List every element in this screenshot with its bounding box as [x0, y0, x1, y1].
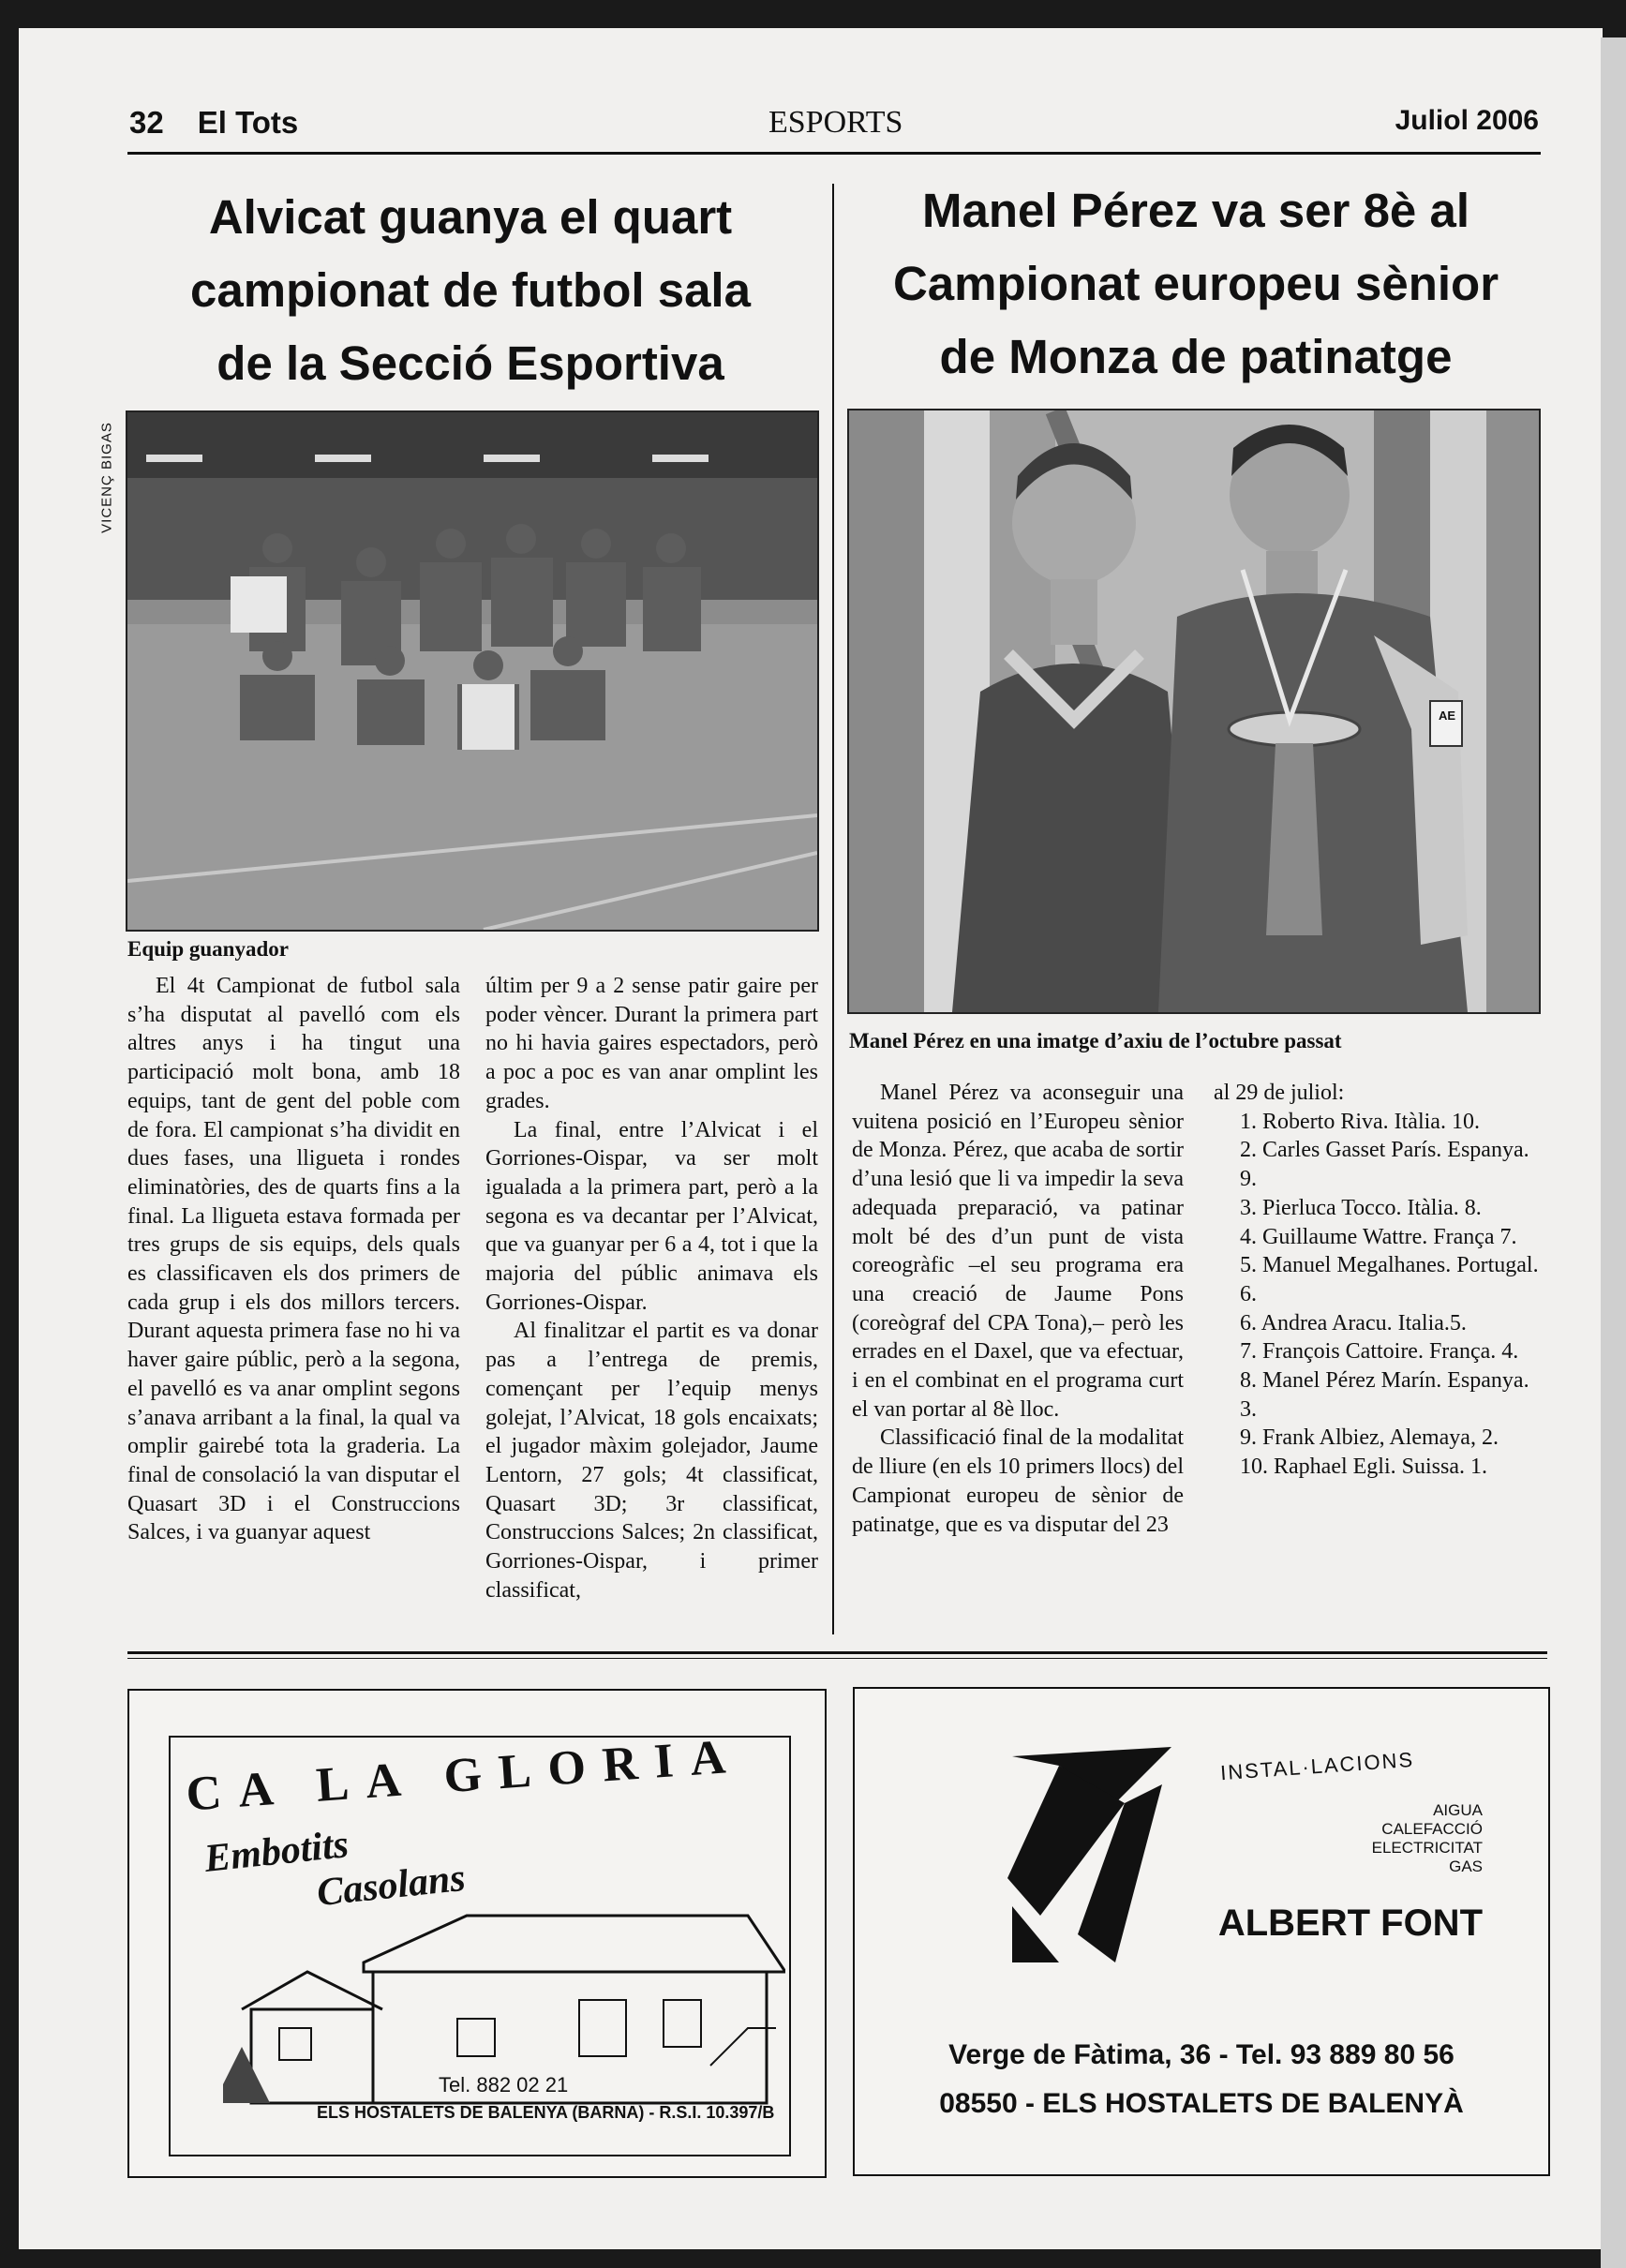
service-item: GAS — [1449, 1858, 1483, 1875]
left-photo-caption: Equip guanyador — [127, 937, 289, 961]
left-article-col2 — [485, 972, 818, 1645]
publication-name: El Tots — [197, 105, 299, 140]
page-number: 32 — [129, 105, 164, 140]
skaters-photo — [847, 409, 1541, 1014]
ads-rule-bottom — [127, 1658, 1547, 1659]
right-headline-line: Manel Pérez va ser 8è al — [921, 184, 1470, 237]
paragraph: Classificació final de la modalitat de lliure (en els 10 primers llocs) del Campionat europeu de sènior de patinatge, que es va disputar del 23 — [852, 1425, 1184, 1537]
ads-rule-top — [127, 1651, 1547, 1654]
team-photo — [126, 410, 819, 932]
issue-date: Juliol 2006 — [1395, 105, 1539, 136]
ad-phone: Tel. 882 02 21 — [439, 2073, 569, 2096]
service-item: AIGUA — [1433, 1801, 1483, 1819]
left-article-col1 — [127, 972, 460, 1645]
page-edge — [1601, 37, 1626, 2268]
ad-services — [1267, 1801, 1483, 1876]
jersey-badge: AE — [1438, 709, 1456, 723]
ad-city-line: 08550 - ELS HOSTALETS DE BALENYÀ — [939, 2088, 1464, 2119]
right-headline-line: Campionat europeu sènior — [892, 257, 1499, 310]
result-item: 4. Guillaume Wattre. França 7. — [1240, 1224, 1517, 1249]
header-rule — [127, 152, 1541, 155]
result-item: 9. Frank Albiez, Alemaya, 2. — [1240, 1425, 1499, 1451]
result-item: 2. Carles Gasset París. Espanya. 9. — [1240, 1138, 1529, 1192]
paragraph: Al finalitzar el partit es va donar pas a l’entrega de premis, començant per l’equip menys golejat, l’Alvicat, 18 gols encaixats; el jugador màxim golejador, Jaume Lentorn, 27 gols; 4t classificat, Quasart 3D; 3r classificat, Construccions Salces; 2n classificat, Gorriones-Oispar, i primer classificat, — [485, 1319, 818, 1603]
result-item: 1. Roberto Riva. Itàlia. 10. — [1240, 1109, 1480, 1134]
service-item: CALEFACCIÓ — [1381, 1820, 1483, 1838]
left-headline-line: de la Secció Esportiva — [216, 336, 724, 390]
result-item: 5. Manuel Megalhanes. Portugal. 6. — [1240, 1253, 1539, 1306]
ad-shop-name: CA LA GLORIA — [184, 1729, 744, 1822]
right-headline-line: de Monza de patinatge — [939, 330, 1453, 383]
right-headline — [849, 174, 1543, 394]
left-headline-line: Alvicat guanya el quart — [208, 190, 733, 244]
result-item: 8. Manel Pérez Marín. Espanya. 3. — [1240, 1368, 1529, 1422]
paragraph: El 4t Campionat de futbol sala s’ha disputat al pavelló com els altres anys i ha tingut una participació molt bona, amb 18 equips, tant de gent del poble com de fora. El campionat s’ha dividit en dues fases, una lligueta i rondes eliminatòries, des de quarts fins a la final. La lligueta estava formada per tres grups de sis equips, dels quals es classificaven els dos primers de cada grup i els dos millors tercers. Durant aquesta primera fase no hi va haver gaire públic, però a la segona, el pavelló es va anar omplint segons s’anava arribant a la final, la qual va omplir gairebé tota la graderia. La final de consolació la van disputar el Quasart 3D i el Construccions Salces, i va guanyar aquest — [127, 974, 460, 1545]
ad-slogan-2: Casolans — [315, 1856, 468, 1916]
right-article-col2 — [1214, 1079, 1542, 1641]
photo-credit: VICENÇ BIGAS — [98, 422, 115, 533]
ad-heading: INSTAL·LACIONS — [1219, 1747, 1415, 1785]
result-item: 3. Pierluca Tocco. Itàlia. 8. — [1240, 1195, 1482, 1220]
ad-ca-la-gloria — [127, 1689, 827, 2178]
left-headline-line: campionat de futbol sala — [190, 263, 751, 317]
ad-company-name: ALBERT FONT — [1217, 1902, 1483, 1944]
paragraph: La final, entre l’Alvicat i el Gorriones-Oispar, va ser molt igualada a la primera part, però a la segona es va decantar per l’Alvicat, que va guanyar per 6 a 4, tot i que la majoria del públic animava els Gorriones-Oispar. — [485, 1117, 818, 1315]
section-name: ESPORTS — [768, 105, 903, 140]
left-headline — [127, 181, 813, 400]
result-item: 10. Raphael Egli. Suissa. 1. — [1240, 1455, 1487, 1480]
results-list — [1214, 1108, 1542, 1482]
right-photo-caption: Manel Pérez en una imatge d’axiu de l’octubre passat — [849, 1029, 1342, 1052]
ad-albert-font — [853, 1687, 1550, 2176]
paragraph: últim per 9 a 2 sense patir gaire per poder vèncer. Durant la primera part no hi havia gaires espectadors, però a poc a poc es van anar omplint les grades. — [485, 974, 818, 1113]
column-divider — [832, 184, 834, 1634]
right-article-col1 — [852, 1079, 1184, 1641]
result-item: 7. François Cattoire. França. 4. — [1240, 1339, 1519, 1365]
page-header-left — [129, 105, 298, 141]
service-item: ELECTRICITAT — [1371, 1839, 1483, 1857]
result-item: 6. Andrea Aracu. Italia.5. — [1240, 1310, 1467, 1335]
paragraph: al 29 de juliol: — [1214, 1081, 1345, 1105]
ad-slogan-1: Embotits — [202, 1823, 351, 1881]
ad-address: ELS HOSTALETS DE BALENYA (BARNA) - R.S.I. 10.397/B — [317, 2103, 775, 2122]
company-logo-icon — [1003, 1747, 1181, 1962]
paragraph: Manel Pérez va aconseguir una vuitena posició en l’Europeu sènior de Monza. Pérez, que acaba de sortir d’una lesió que li va impedir la seva adequada preparació, va patinar molt bé des d’un punt de vista coreogràfic –el seu programa era una creació de Jaume Pons (coreògraf del CPA Tona),– però les errades en el Daxel, que va efectuar, i en el combinat en el programa curt el van portar al 8è lloc. — [852, 1081, 1184, 1422]
ad-address-line: Verge de Fàtima, 36 - Tel. 93 889 80 56 — [948, 2039, 1454, 2070]
